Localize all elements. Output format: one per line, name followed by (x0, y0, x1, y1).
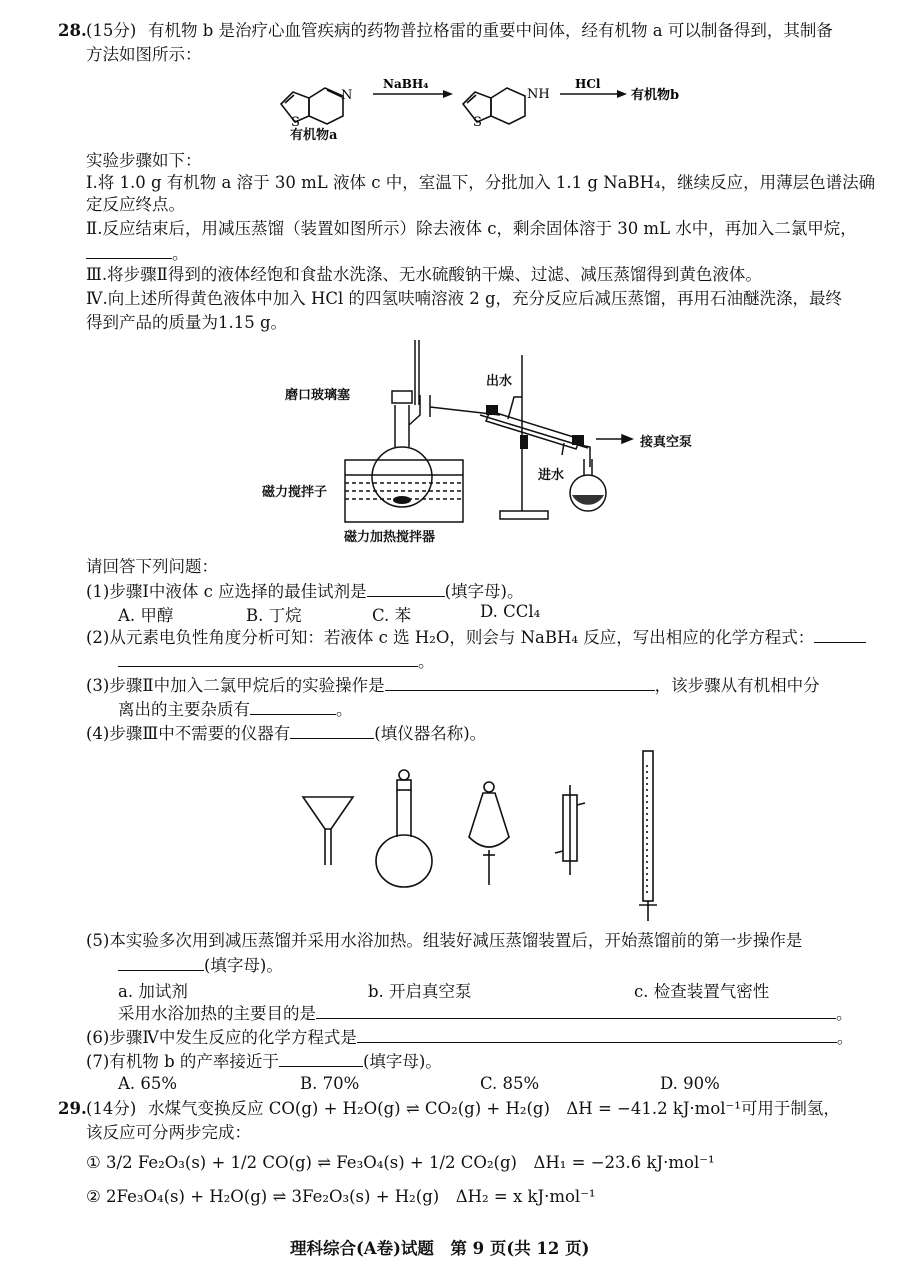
part-7-option-b: B. 70% (300, 1074, 360, 1093)
molecule-intermediate-nh: NH (527, 87, 550, 102)
part-1-option-b: B. 丁烷 (246, 606, 302, 625)
part-5-option-b: b. 开启真空泵 (368, 982, 472, 1001)
step-2-line1: Ⅱ.反应结束后，用减压蒸馏（装置如图所示）除去液体 c，剩余固体溶于 30 mL 水中，再加入二氯甲烷， (86, 219, 857, 238)
part-2-blank-a[interactable] (814, 626, 866, 643)
part-7-blank[interactable] (279, 1050, 363, 1067)
step-1-line2: 定反应终点。 (86, 195, 185, 214)
q28-intro-line2: 方法如图所示： (86, 45, 202, 64)
molecule-a-label: 有机物a (290, 128, 338, 143)
part-1-option-c: C. 苯 (372, 606, 412, 625)
molecule-a-s-atom: S (291, 115, 300, 130)
part-5-option-c: c. 检查装置气密性 (634, 982, 770, 1001)
part-5-option-a: a. 加试剂 (118, 982, 188, 1001)
q29-number: 29. (58, 1099, 87, 1118)
part-1-option-a: A. 甲醇 (118, 606, 174, 625)
step-4-line2: 得到产品的质量为1.15 g。 (86, 313, 288, 332)
q28-intro-line1: 有机物 b 是治疗心血管疾病的药物普拉格雷的重要中间体，经有机物 a 可以制备得到，其制备 (148, 21, 833, 40)
part-7-option-c: C. 85% (480, 1074, 540, 1093)
condenser-drawing (555, 785, 585, 875)
steps-title: 实验步骤如下： (86, 151, 202, 170)
joint-1 (486, 405, 498, 415)
reaction-arrow-1-head (443, 90, 453, 98)
q29-score: (14分) (86, 1099, 137, 1118)
iron-stand-base (500, 511, 548, 519)
part-6: (6)步骤Ⅳ中发生反应的化学方程式是 。 (86, 1028, 854, 1047)
clamp (520, 435, 528, 449)
product-b-label: 有机物b (631, 88, 680, 103)
part-5-line1: (5)本实验多次用到减压蒸馏并采用水浴加热。组装好减压蒸馏装置后，开始蒸馏前的第一步操作是 (86, 931, 803, 950)
water-in-label: 进水 (538, 468, 565, 483)
volumetric-flask-drawing (376, 770, 432, 887)
step-1-line1: Ⅰ.将 1.0 g 有机物 a 溶于 30 mL 液体 c 中，室温下，分批加入 1.1 g NaBH₄，继续反应，用薄层色谱法确 (86, 173, 876, 192)
reagent-1: NaBH₄ (383, 77, 429, 91)
q28-number: 28. (58, 21, 87, 40)
part-1-blank[interactable] (367, 580, 445, 597)
condenser (486, 411, 580, 449)
molecule-intermediate-s-atom: S (473, 115, 482, 130)
q29-reaction-2: ② 2Fe₃O₄(s) + H₂O(g) ⇌ 3Fe₂O₃(s) + H₂(g) ΔH₂ = x kJ·mol⁻¹ (86, 1187, 596, 1206)
reaction-arrow-2-head (617, 90, 627, 98)
step-2-blank[interactable] (86, 242, 172, 259)
part-3-line1: (3)步骤Ⅱ中加入二氯甲烷后的实验操作是 ，该步骤从有机相中分 (86, 676, 820, 695)
step-4-line1: Ⅳ.向上述所得黄色液体中加入 HCl 的四氢呋喃溶液 2 g，充分反应后减压蒸馏，再用石油醚洗涤，最终 (86, 289, 843, 308)
reagent-2: HCl (575, 77, 601, 91)
part-3-line2: 离出的主要杂质有 。 (118, 700, 353, 719)
instruments-figure (295, 745, 675, 925)
distillate (572, 495, 604, 505)
part-5-blank-b[interactable] (316, 1002, 836, 1019)
step-2-line2: 。 (86, 242, 189, 265)
funnel-drawing (303, 797, 353, 865)
part-7-option-d: D. 90% (660, 1074, 720, 1093)
joint-2 (572, 435, 584, 445)
part-7-option-a: A. 65% (118, 1074, 178, 1093)
stir-bar (393, 496, 411, 504)
step-3: Ⅲ.将步骤Ⅱ得到的液体经饱和食盐水洗涤、无水硫酸钠干燥、过滤、减压蒸馏得到黄色液体。 (86, 265, 762, 284)
stirrer-label: 磁力加热搅拌器 (344, 530, 436, 545)
part-7: (7)有机物 b 的产率接近于 (填字母)。 (86, 1052, 442, 1071)
ask-title: 请回答下列问题： (86, 557, 218, 576)
part-2-line1: (2)从元素电负性角度分析可知：若液体 c 选 H₂O，则会与 NaBH₄ 反应，写出相应的化学方程式： (86, 626, 866, 649)
part-5-line2: (填字母)。 (118, 954, 283, 977)
q28-score: (15分) (86, 21, 137, 40)
water-out-label: 出水 (486, 374, 513, 389)
part-5-blank-a[interactable] (118, 954, 204, 971)
vacuum-label: 接真空泵 (640, 435, 693, 450)
part-3-blank-a[interactable] (385, 674, 655, 691)
q29-intro-line1: 水煤气变换反应 CO(g) + H₂O(g) ⇌ CO₂(g) + H₂(g) ΔH = −41.2 kJ·mol⁻¹可用于制氢， (148, 1099, 840, 1118)
separatory-funnel-drawing (469, 782, 509, 885)
stopper-label: 磨口玻璃塞 (285, 388, 351, 403)
burette-drawing (639, 751, 657, 921)
part-1: (1)步骤Ⅰ中液体 c 应选择的最佳试剂是 (填字母)。 (86, 582, 524, 601)
part-4: (4)步骤Ⅲ中不需要的仪器有 (填仪器名称)。 (86, 724, 487, 743)
q29-reaction-1: ① 3/2 Fe₂O₃(s) + 1/2 CO(g) ⇌ Fe₃O₄(s) + 1/2 CO₂(g) ΔH₁ = −23.6 kJ·mol⁻¹ (86, 1153, 715, 1172)
molecule-a-n-atom: N (341, 88, 353, 103)
stir-bar-label: 磁力搅拌子 (262, 485, 328, 500)
part-5-line3: 采用水浴加热的主要目的是 。 (118, 1004, 853, 1023)
receiver-flask (570, 475, 606, 511)
part-2-line2: 。 (118, 650, 435, 673)
q29-intro-line2: 该反应可分两步完成： (86, 1123, 251, 1142)
part-4-blank[interactable] (290, 722, 374, 739)
part-1-option-d: D. CCl₄ (480, 602, 541, 621)
part-6-blank[interactable] (357, 1026, 837, 1043)
page-footer: 理科综合(A卷)试题 第 9 页(共 12 页) (290, 1239, 590, 1258)
part-3-blank-b[interactable] (250, 698, 336, 715)
part-2-blank-b[interactable] (118, 650, 418, 667)
